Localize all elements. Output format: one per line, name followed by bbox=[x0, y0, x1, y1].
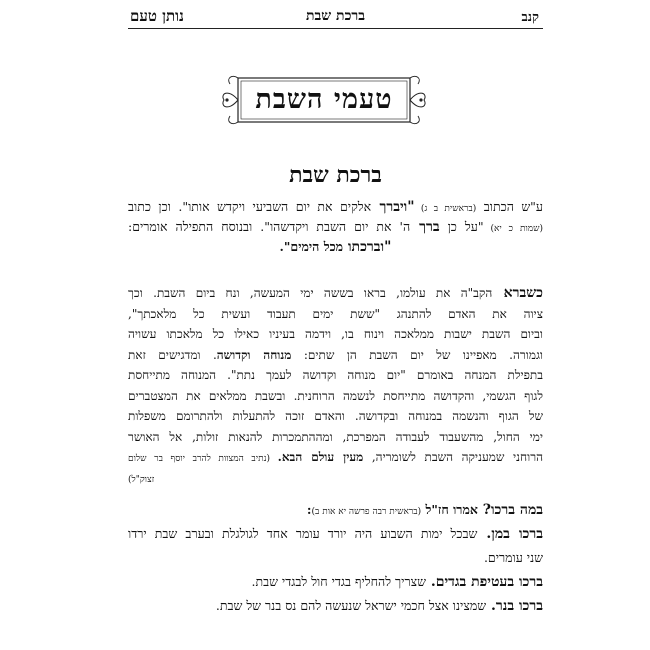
bold-word: ברכו במן. bbox=[477, 526, 543, 542]
text-run: "על כן bbox=[439, 219, 484, 234]
text-line bbox=[128, 468, 543, 489]
text-run: שמצינו אצל חכמי ישראל שנעשה להם נס בנר של שבת. bbox=[215, 598, 487, 613]
header-book-title: נותן טעם bbox=[130, 7, 184, 25]
ornamental-title-frame bbox=[218, 74, 430, 126]
text-run: הרוחני שמעניקה השבת לשומריה, bbox=[363, 450, 543, 464]
source-citation: (שמות כ יא) bbox=[483, 224, 543, 234]
running-header bbox=[128, 6, 543, 29]
text-line bbox=[128, 304, 543, 325]
text-run: שבכל ימות השבוע היה יורד עומר אחד לגולגלת ובערב שבת ירדו bbox=[128, 526, 478, 541]
text-run: ה' את יום השבת ויקדשהו". ובנוסח התפילה אומרים: bbox=[128, 219, 411, 234]
source-citation: (בראשית רבה פרשה יא אות ב) bbox=[311, 507, 422, 517]
text-line bbox=[128, 217, 543, 237]
text-line bbox=[128, 427, 543, 448]
text-run: : bbox=[306, 502, 312, 517]
text-line bbox=[128, 596, 543, 620]
text-line bbox=[128, 345, 543, 366]
source-citation: (בראשית ב ג) bbox=[414, 204, 477, 214]
text-run: וגמורה. מאפיינו של יום השבת הן שתים: bbox=[291, 347, 543, 362]
text-line bbox=[128, 524, 543, 548]
paragraph-blessings bbox=[128, 500, 543, 620]
text-run: וביום השבת ישבות ממלאכה וינוח בו, וידמה בעיניו כאילו כל מלאכתו עשויה bbox=[128, 327, 543, 341]
text-line bbox=[128, 324, 543, 345]
bold-word: כשברא bbox=[492, 285, 543, 301]
text-line bbox=[128, 283, 543, 304]
paragraph-main bbox=[128, 283, 543, 488]
text-run: הקב"ה את עולמו, בראו בששה ימי המעשה, ונח ביום השבת. וכך bbox=[128, 286, 493, 300]
text-run: שני עומרים. bbox=[483, 550, 543, 565]
text-run: לגוף הגשמי, והקדושה מתייחסת לנשמה הרוחנית. ובשבת ממלאים את המצטברים bbox=[128, 388, 543, 403]
bold-word: מנוחה וקדושה bbox=[216, 347, 292, 362]
text-run: . ומדגישים זאת bbox=[128, 347, 217, 362]
section-title: ברכת שבת bbox=[289, 162, 382, 188]
text-line bbox=[128, 572, 543, 596]
text-line bbox=[128, 548, 543, 572]
bold-word: ברך bbox=[410, 219, 440, 235]
text-run: ע"ש הכתוב bbox=[476, 199, 543, 214]
text-run: אלקים את יום השביעי ויקדש אותו". וכן כתוב bbox=[128, 199, 372, 214]
text-run: מכל הימים". bbox=[279, 239, 344, 254]
bold-word: "וברכתו bbox=[343, 239, 392, 255]
bold-word: "ויברך bbox=[371, 199, 415, 215]
text-run: ימי החול, מהשעבוד לעבודה המפרכת, ומההתמכרות להנאות זולות, אל האושר bbox=[128, 429, 543, 444]
source-citation: זצוק"ל) bbox=[128, 474, 155, 485]
text-line bbox=[128, 365, 543, 386]
bold-word: ברכו בעטיפת בגדים. bbox=[425, 574, 543, 590]
bold-word: מעין עולם הבא. bbox=[277, 450, 364, 464]
text-run: של הגוף והנשמה במנוחה ובקדושה. והאדם זוכה להתעלות ולהתרומם משפלות bbox=[128, 409, 543, 423]
frame-title: טעמי השבת bbox=[255, 84, 393, 115]
text-line bbox=[128, 197, 543, 217]
text-run: אמרו חז"ל bbox=[421, 502, 478, 517]
text-line bbox=[128, 237, 543, 257]
text-run: שצריך להחליף בגדי חול לבגדי שבת. bbox=[251, 574, 426, 589]
bold-word: במה ברכו? bbox=[477, 502, 543, 518]
text-line bbox=[128, 447, 543, 468]
bold-word: ברכו בנר. bbox=[486, 598, 543, 614]
text-line bbox=[128, 406, 543, 427]
paragraph-intro bbox=[128, 197, 543, 257]
header-section-title: ברכת שבת bbox=[305, 8, 366, 24]
source-citation: (נתיב המצוות להרב יוסף בר שלום bbox=[128, 454, 278, 464]
text-run: ציוה את האדם להתנהג "ששת ימים תעבוד ועשית כל מלאכתך", bbox=[128, 306, 543, 321]
text-line bbox=[128, 500, 543, 524]
text-run: בתפילת המנחה באומרם "יום מנוחה וקדושה לעמך נתת". המנוחה מתייחסת bbox=[128, 368, 543, 382]
text-line bbox=[128, 386, 543, 407]
page-number: קנב bbox=[521, 10, 539, 25]
